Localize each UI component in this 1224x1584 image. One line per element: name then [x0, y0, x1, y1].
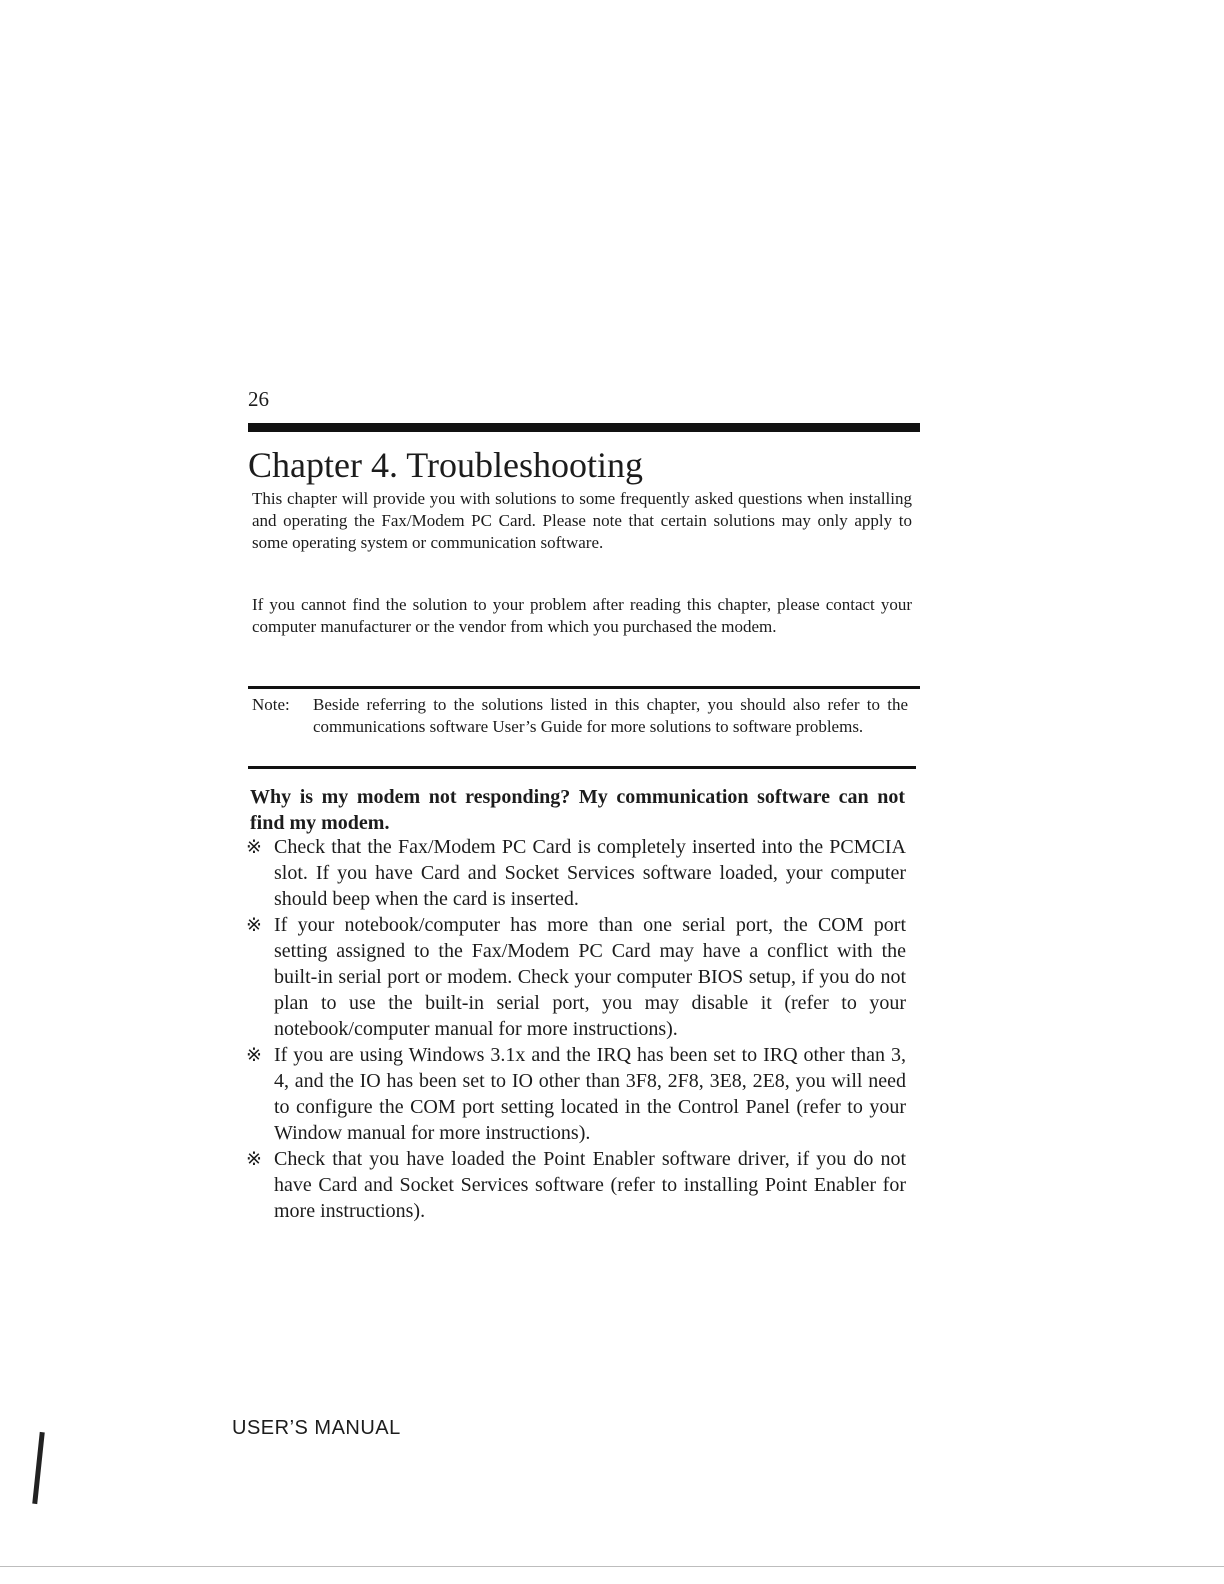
intro-paragraph: If you cannot find the solution to your problem after reading this chapter, please contact your computer manufacturer or the vendor from which you purchased the modem. — [252, 595, 912, 636]
scan-margin-mark — [32, 1432, 44, 1504]
note-top-rule — [248, 686, 920, 689]
faq-answer-text: If you are using Windows 3.1x and the IRQ has been set to IRQ other than 3, 4, and the IO has been set to IO other than 3F8, 2F8, 3E8, 2E8, you will need to configure the COM port setting located in the Control Panel (refer to your Window manual for more instructions). — [274, 1044, 906, 1144]
page-number: 26 — [248, 387, 269, 411]
reference-mark-icon: ※ — [246, 914, 262, 936]
note-bottom-rule — [248, 766, 916, 769]
faq-answer-text: Check that the Fax/Modem PC Card is completely inserted into the PCMCIA slot. If you have Card and Socket Services software loaded, your computer should beep when the card is inserted. — [274, 836, 906, 910]
reference-mark-icon: ※ — [246, 1044, 262, 1066]
faq-answer — [246, 834, 906, 912]
faq-answer — [246, 1042, 906, 1146]
scan-bottom-edge — [0, 1566, 1224, 1567]
faq-answer-text: Check that you have loaded the Point Enabler software driver, if you do not have Card and Socket Services software (refer to installing Point Enabler for more instructions). — [274, 1148, 906, 1222]
faq-answer — [246, 1146, 906, 1224]
faq-answer-list — [246, 834, 906, 1224]
faq-answer — [246, 912, 906, 1042]
chapter-title: Chapter 4. Troubleshooting — [248, 445, 644, 485]
reference-mark-icon: ※ — [246, 1148, 262, 1170]
note-label: Note: — [252, 695, 290, 714]
reference-mark-icon: ※ — [246, 836, 262, 858]
intro-paragraph: This chapter will provide you with solutions to some frequently asked questions when installing and operating the Fax/Modem PC Card. Please note that certain solutions may only apply to some operating system or communication software. — [252, 489, 912, 552]
faq-question: Why is my modem not responding? My communication software can not find my modem. — [250, 786, 905, 834]
chapter-rule — [248, 423, 920, 432]
faq-answer-text: If your notebook/computer has more than one serial port, the COM port setting assigned to the Fax/Modem PC Card may have a conflict with the built-in serial port or modem. Check your computer BIOS setup, if you do not plan to use the built-in serial port, you may disable it (refer to your notebook/computer manual for more instructions). — [274, 914, 906, 1040]
note-text: Beside referring to the solutions listed in this chapter, you should also refer to the communications software User’s Guide for more solutions to software problems. — [313, 695, 908, 736]
page-footer: USER’S MANUAL — [232, 1417, 401, 1439]
